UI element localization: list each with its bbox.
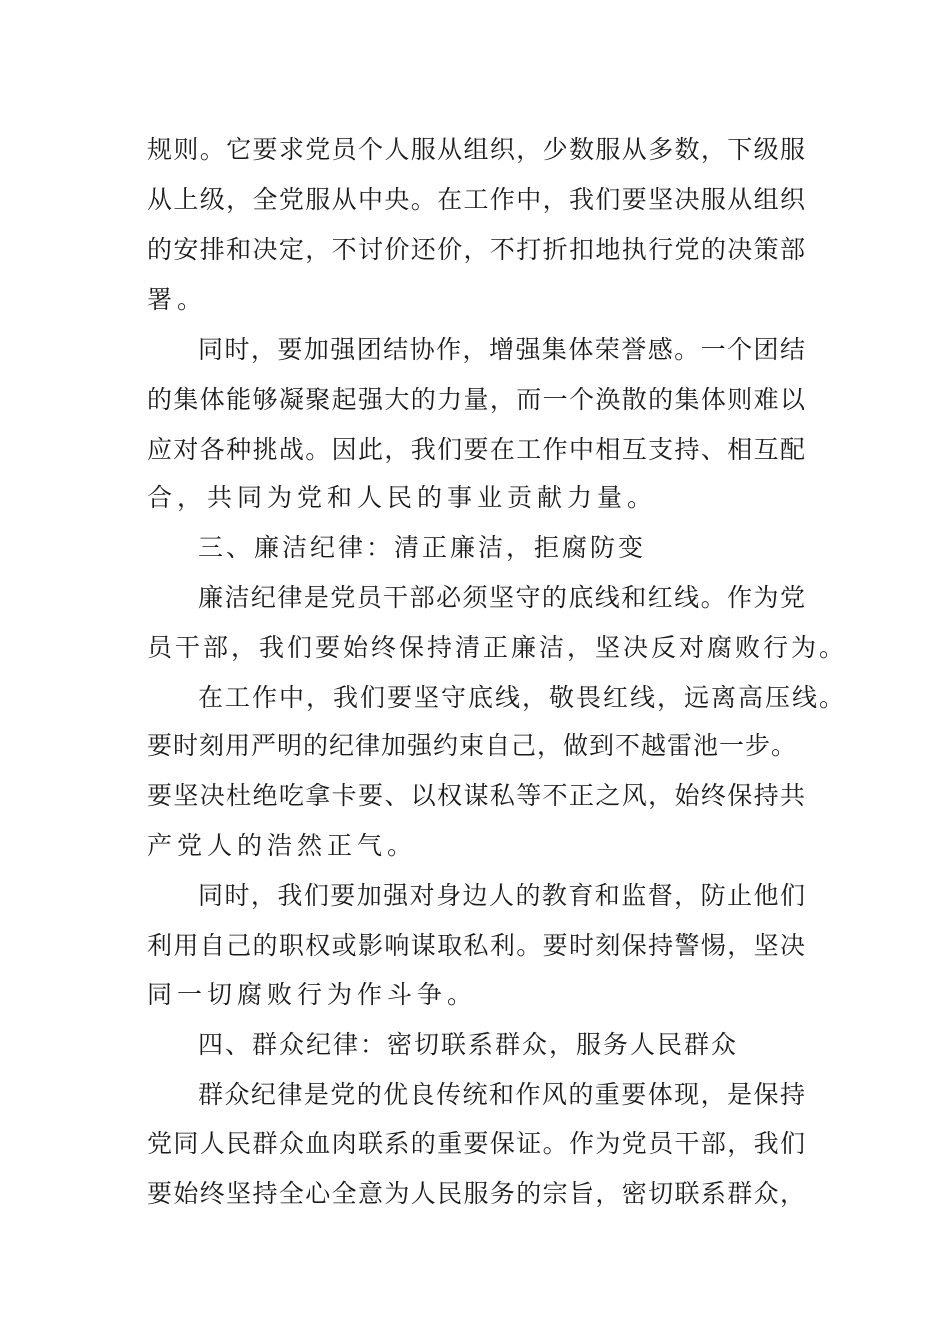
paragraph-line: 利用自己的职权或影响谋取私利。要时刻保持警惕，坚决 [147, 931, 805, 960]
paragraph-line: 规则。它要求党员个人服从组织，少数服从多数，下级服 [147, 135, 805, 164]
paragraph-line: 从上级，全党服从中央。在工作中，我们要坚决服从组织 [147, 185, 805, 214]
paragraph-line: 要坚决杜绝吃拿卡要、以权谋私等不正之风，始终保持共 [147, 781, 805, 810]
paragraph-line: 的安排和决定，不讨价还价，不打折扣地执行党的决策部 [147, 235, 805, 264]
paragraph-line: 要始终坚持全心全意为人民服务的宗旨，密切联系群众， [147, 1179, 805, 1208]
paragraph-line: 员干部，我们要始终保持清正廉洁，坚决反对腐败行为。 [147, 633, 848, 662]
paragraph-line: 要时刻用严明的纪律加强约束自己，做到不越雷池一步。 [147, 731, 798, 760]
paragraph-line: 合，共同为党和人民的事业贡献力量。 [147, 483, 658, 512]
paragraph-line: 党同人民群众血肉联系的重要保证。作为党员干部，我们 [147, 1129, 805, 1158]
paragraph-line: 的集体能够凝聚起强大的力量，而一个涣散的集体则难以 [147, 385, 805, 414]
section-heading: 三、廉洁纪律：清正廉洁，拒腐防变 [198, 533, 647, 562]
paragraph-line: 同时，要加强团结协作，增强集体荣誉感。一个团结 [198, 335, 805, 364]
paragraph-line: 产党人的浩然正气。 [147, 831, 418, 860]
section-heading: 四、群众纪律：密切联系群众，服务人民群众 [198, 1030, 739, 1059]
paragraph-line: 廉洁纪律是党员干部必须坚守的底线和红线。作为党 [198, 583, 805, 612]
paragraph-line: 署。 [147, 285, 208, 314]
paragraph-line: 同一切腐败行为作斗争。 [147, 980, 478, 1009]
paragraph-line: 群众纪律是党的优良传统和作风的重要体现，是保持 [198, 1080, 805, 1109]
paragraph-line: 在工作中，我们要坚守底线，敬畏红线，远离高压线。 [198, 683, 847, 712]
paragraph-line: 同时，我们要加强对身边人的教育和监督，防止他们 [198, 881, 805, 910]
paragraph-line: 应对各种挑战。因此，我们要在工作中相互支持、相互配 [147, 435, 805, 464]
